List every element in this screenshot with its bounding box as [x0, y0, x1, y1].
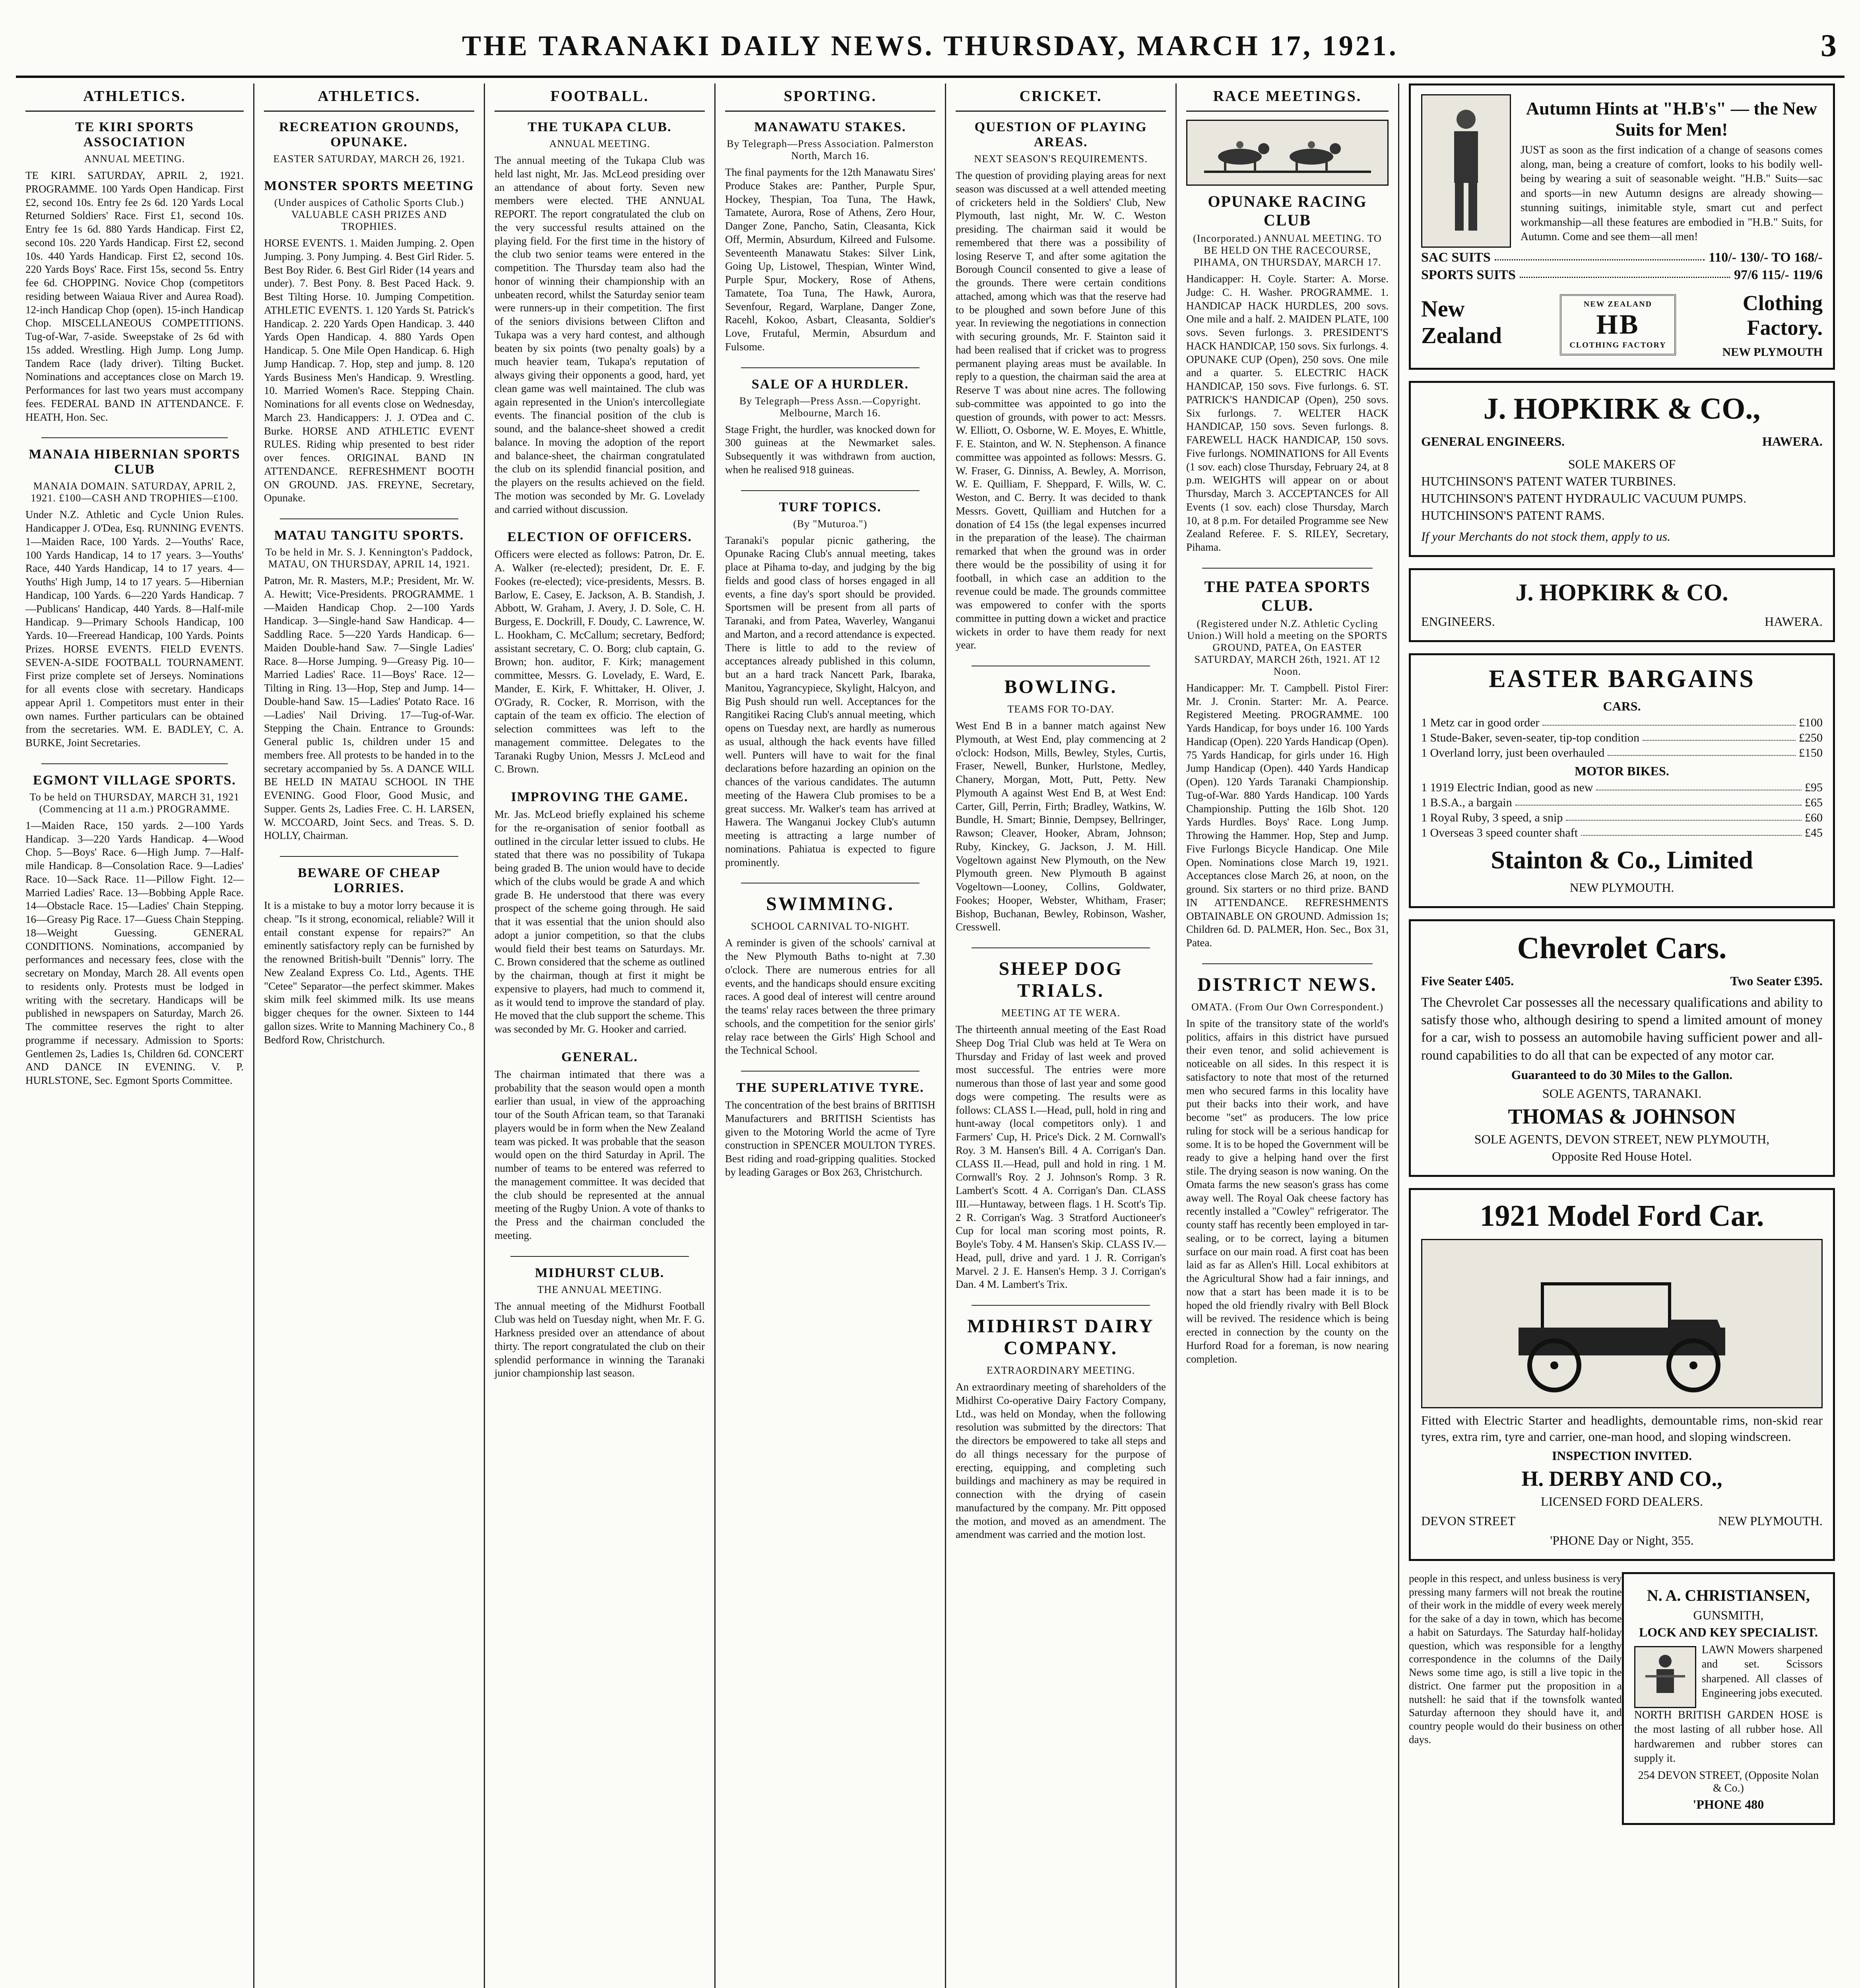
- chevrolet-agents: SOLE AGENTS, TARANAKI.: [1542, 1086, 1702, 1101]
- article-title: RECREATION GROUNDS, OPUNAKE.: [279, 120, 459, 149]
- hb-ad-text: JUST as soon as the first indication of a change of seasons comes along, man, being a creature of comfort, looks to his bodily well-being by wearing a suit of seasonable weight. "H.B." Suits—sac and sports—in new Autumn designs are already showing—stunning suitings, inimitable style, smart cut and perfect workmanship—all these features are embodied in "H.B." Suits, for Autumn. Come and see them—all men!: [1521, 144, 1823, 243]
- hopkirk-small-headline: J. HOPKIRK & CO.: [1515, 579, 1728, 606]
- article: [1186, 1001, 1389, 1366]
- ford-street: DEVON STREET: [1421, 1513, 1516, 1528]
- article: [725, 920, 935, 1057]
- chevrolet-firm: THOMAS & JOHNSON: [1508, 1104, 1736, 1128]
- hb-logo: [1560, 294, 1676, 355]
- article-body: The question of providing playing areas for next season was discussed at a well attended meeting of cricketers held in the Soldiers' Club, New Plymouth, last night, Mr. W. C. Weston presiding. The chairman said it would be remembered that there was a possibility of losing Reserve T, and after some agitation the Borough Council consented to give a lease of the grounds. There were certain conditions attached, among which was that the reserve had to be ploughed and sown before June of this year. In reviewing the negotiations in connection with securing grounds, Mr. F. Stainton said it had been realised that if cricket was to progress permanent playing areas must be available. In reply to a question, the chairman said the area at Reserve T was about nine acres. The following sub-committee was appointed to go into the question of grounds, with power to act: Messrs. W. Elliott, O. Osborne, W. E. Moyes, E. Whittle, F. E. Stainton, and W. N. Stephenson. A finance committee was appointed as follows: Messrs. G. W. Fraser, G. Dinniss, A. Bewley, A. Morrison, W. E. Quilliam, F. Sheppard, F. Wills, W. C. Weston, and C. Berry. It was decided to thank Messrs. Govett, Quilliam and Hutchen for a donation of £4 15s (the legal expenses incurred in the preparation of the lease). The chairman remarked that when the ground was in order there would be the possibility of using it for football, in which case an addition to the revenue could be made. The grounds committee was empowered to confer with the sports committee in putting down a wicket and practice wickets in order to have them ready for next year.: [956, 169, 1166, 651]
- article: [264, 179, 474, 505]
- article-title: TURF TOPICS.: [779, 499, 882, 514]
- ford-car-illustration: [1421, 1239, 1823, 1408]
- masthead-title: THE TARANAKI DAILY NEWS. THURSDAY, MARCH 17, 1921.: [462, 29, 1398, 62]
- article: [956, 120, 1166, 652]
- ford-dealer-firm: H. DERBY AND CO.,: [1521, 1466, 1722, 1491]
- article-subtitle: TEAMS FOR TO-DAY.: [1007, 703, 1114, 715]
- dot-leader: [1542, 716, 1796, 726]
- article-title: MIDHURST CLUB.: [535, 1265, 665, 1280]
- price-row: [1421, 250, 1823, 265]
- article-title: TE KIRI SPORTS ASSOCIATION: [75, 120, 194, 149]
- article-subtitle: ANNUAL MEETING.: [549, 138, 650, 149]
- article-subtitle: (Registered under N.Z. Athletic Cycling Union.) Will hold a meeting on the SPORTS GROUND, PATEA, On EASTER SATURDAY, MARCH 26th, 1921. AT 12 Noon.: [1187, 617, 1388, 677]
- hopkirk-small-left: ENGINEERS.: [1421, 614, 1495, 629]
- chevrolet-text: The Chevrolet Car possesses all the necessary qualifications and ability to satisfy those who, although desiring to spend a limited amount of money for a car, wish to possess an automobile having sufficient power and all-round capabilities to do all that can be expected of any motor car.: [1421, 995, 1823, 1063]
- ford-headline: 1921 Model Ford Car.: [1480, 1199, 1764, 1233]
- article-subtitle: MANAIA DOMAIN. SATURDAY, APRIL 2, 1921. £100—CASH AND TROPHIES—£100.: [31, 480, 239, 504]
- hb-ad-footer: [1421, 291, 1823, 359]
- ford-address: [1421, 1511, 1823, 1531]
- ford-phone: 'PHONE Day or Night, 355.: [1550, 1533, 1694, 1547]
- article-subtitle: SCHOOL CARNIVAL TO-NIGHT.: [751, 920, 910, 932]
- article-title: THE PATEA SPORTS CLUB.: [1204, 577, 1371, 614]
- gunsmith-figure-icon: [1641, 1651, 1689, 1703]
- article-body: An extraordinary meeting of shareholders of the Midhirst Co-operative Dairy Factory Company, Ltd., was held on Monday, when the following resolution was submitted by the directors: That the directors be empowered to take all steps and do all things necessary for the purpose of erecting, equipping, and completing such buildings and machinery as may be required in connection with the drying of casein manufactured by the company. Mr. Pitt opposed the motion, and moved as an amendment. The amendment was carried and the motion lost.: [956, 1381, 1166, 1541]
- article-title: OPUNAKE RACING CLUB: [1208, 192, 1367, 229]
- article: [725, 377, 935, 477]
- divider: [41, 437, 228, 438]
- bargain-price: £100: [1799, 716, 1823, 729]
- bargain-item: [1421, 731, 1823, 745]
- article-title: MANAWATU STAKES.: [754, 120, 906, 134]
- section-heading: MIDHIRST DAIRY COMPANY.: [967, 1316, 1154, 1359]
- article-body: The final payments for the 12th Manawatu Sires' Produce Stakes are: Panther, Purple Spur, Hockey, Thespian, Toa Tuna, The Hawk, Tamatete, Aurora, Rose of Athens, Zero Hour, Danger Zone, Pancho, Satin, Cleasanta, Kick Off, Mermin, Absurdum, Kilreed and Fulsome. Seventeenth Manawatu Stakes: Silver Link, Going Up, Listowel, Thespian, Winter Wind, Purple Spur, Mockery, Rose of Athens, Tamatete, Toa Tuna, The Hawk, Aurora, Sevenfour, Regard, Warplane, Danger Zone, Racehl, Kokoo, Asbart, Cleasanta, Soldier's Love, Frutaful, Mermin, Absurdum and Fulsome.: [725, 166, 935, 353]
- column-cricket: [946, 83, 1177, 1988]
- district-continuation: people in this respect, and unless business is very pressing many farmers will not break the routine of their work in the middle of every week merely for the sake of a day in town, which has become a habit on Saturdays. The Saturday half-holiday question, which was responsible for a lengthy correspondence in the columns of the Daily News some time ago, is still a live topic in the district. One farmer put the proposition in a nutshell: he said that if the townsfolk wanted Saturday afternoon they should have it, and country people would do their business on other days.: [1409, 1572, 1622, 1745]
- dot-leader: [1495, 250, 1705, 260]
- article: [495, 120, 705, 516]
- bargain-label: 1 Royal Ruby, 3 speed, a snip: [1421, 811, 1563, 824]
- column-race-meetings: [1177, 83, 1399, 1988]
- article-title: ELECTION OF OFFICERS.: [507, 530, 692, 545]
- article-body: The annual meeting of the Midhurst Football Club was held on Tuesday night, when Mr. F. G. Harkness presided over an attendance of about thirty. The report congratulated the club on their splendid performance in winning the Taranaki junior championship last season.: [495, 1300, 705, 1379]
- christiansen-text: LAWN Mowers sharpened and set. Scissors sharpened. All classes of Engineering jobs executed.: [1701, 1643, 1823, 1700]
- article-subtitle: To be held in Mr. S. J. Kennington's Paddock, MATAU, ON THURSDAY, APRIL 14, 1921.: [265, 546, 473, 570]
- article-subtitle: To be held on THURSDAY, MARCH 31, 1921 (Commencing at 11 a.m.) PROGRAMME.: [29, 791, 240, 815]
- article-body: In spite of the transitory state of the world's politics, affairs in this district have pursued their even tenor, and solid achievement is noticeable on all sides. In this respect it is satisfactory to note that most of the returned men who secured farms in this locality have put their backs into their work, and have become "set" as producers. The low price ruling for stock will be a serious handicap for some. It is to be hoped the Government will be ready to give a helping hand over the first stile. The drying season is now waning. On the Omata farms the new season's grass has come away well. The Royal Oak cheese factory has recently installed a "Cowley" refrigerator. The county staff has recently been employed in tar-sealing, or to be correct, laying a bitumen surface on our main road. A first coat has been laid as far as Allen's Hill. Local exhibitors at the Agricultural Show had a fair innings, and now that a start has been made it is to be hoped the old friendly rivalry with Bell Block will be revived. The residence which is being erected in connection by the county on the Hurford Road for a foreman, is now nearing completion.: [1186, 1017, 1389, 1365]
- chevrolet-address: SOLE AGENTS, DEVON STREET, NEW PLYMOUTH,: [1474, 1132, 1770, 1146]
- hb-brand-right-block: [1711, 291, 1823, 359]
- column-heading: CRICKET.: [956, 83, 1166, 112]
- hb-clothing-ad: [1409, 83, 1835, 370]
- hopkirk-engineers-ad: [1409, 381, 1835, 557]
- bargain-label: 1 Stude-Baker, seven-seater, tip-top condition: [1421, 731, 1640, 744]
- christiansen-address: 254 DEVON STREET, (Opposite Nolan & Co.): [1638, 1769, 1819, 1794]
- hb-logo-bottom-text: CLOTHING FACTORY: [1569, 341, 1666, 349]
- section-heading: SWIMMING.: [766, 893, 894, 915]
- bargain-label: 1 Overland lorry, just been overhauled: [1421, 746, 1605, 759]
- article: [25, 447, 244, 750]
- horse-racing-illustration: [1186, 120, 1389, 186]
- column-heading: FOOTBALL.: [495, 83, 705, 112]
- article-body: Patron, Mr. R. Masters, M.P.; President, Mr. W. A. Hewitt; Vice-Presidents. PROGRAMME. 1—Maiden Handicap Chop. 2—100 Yards Handicap. 3—Single-hand Saw Handicap. 4—Saddling Race. 5—220 Yards Handicap. 6—Maiden Double-hand Saw. 7—Single Ladies' Race. 8—Horse Jumping. 9—Greasy Pig. 10—Married Ladies' Race. 11—Boys' Race. 12—Tilting in Ring. 13—Hop, Step and Jump. 14—Double-hand Saw. 15—Ladies' Potato Race. 16—Ladies' Nail Driving. 17—Tug-of-War. Stepping the Chain. Entrance to Grounds: General public 1s, children under 15 and members free. All protests to be handed in to the secretary accompanied by 5s. A DANCE WILL BE HELD IN MATAU SCHOOL IN THE EVENING. Good Floor, Good Music, and Supper. Gents 2s, Ladies Free. C. H. LARSEN, W. MCCOARD, Joint Secs. and Treas. S. D. HOLLY, Chairman.: [264, 575, 474, 842]
- hopkirk-sub-right: HAWERA.: [1762, 434, 1823, 448]
- bargain-label: 1 B.S.A., a bargain: [1421, 796, 1512, 809]
- column-sporting: [716, 83, 946, 1988]
- article-subtitle: By Telegraph—Press Assn.—Copyright. Melbourne, March 16.: [739, 395, 921, 419]
- dot-leader: [1596, 781, 1802, 790]
- divider: [510, 1256, 689, 1257]
- column-advertisements: [1399, 83, 1844, 1988]
- article-body: Taranaki's popular picnic gathering, the Opunake Racing Club's annual meeting, takes place at Pihama to-day, and judging by the big fields and good class of horses engaged in all events, a fine day's sport should be provided. Sportsmen will be present from all parts of Taranaki, and from Patea, Waverley, Wanganui and Marton, and a record attendance is expected. There is little to add to the review of acceptances already published in this column, but an a hard track Nancett Park, Ibaraka, Manitou, Yagrancypiece, Skylight, Halcyon, and Big Push should run well. Acceptances for the Rangitikei Racing Club's annual meeting, which opens on Tuesday next, are hardly as numerous as usual, although the hack events have filled well. Punters will have to wait for the final declarations before hazarding an opinion on the chances of the various candidates. The autumn meeting of the Hawera Club promises to be a great success. Mr. Walker's team has arrived at Hawera. The Wanganui Jockey Club's autumn meeting is attracting a large number of nominations. Pahiatua is expected to figure prominently.: [725, 534, 935, 868]
- article-title: MATAU TANGITU SPORTS.: [274, 528, 464, 543]
- bargain-price: £150: [1799, 746, 1823, 759]
- dot-leader: [1515, 796, 1802, 806]
- easter-bargains-ad: [1409, 653, 1835, 908]
- chevrolet-headline: Chevrolet Cars.: [1517, 930, 1727, 965]
- article: [264, 866, 474, 1046]
- article: [725, 500, 935, 870]
- divider: [41, 763, 228, 764]
- article-subtitle: OMATA. (From Our Own Correspondent.): [1191, 1001, 1384, 1013]
- divider: [741, 1071, 919, 1072]
- divider: [741, 367, 919, 368]
- man-figure-illustration: [1421, 94, 1511, 248]
- article-title: IMPROVING THE GAME.: [511, 790, 689, 804]
- chevrolet-prices: [1421, 971, 1823, 991]
- article: [495, 530, 705, 776]
- divider: [280, 856, 458, 857]
- dot-leader: [1608, 746, 1796, 756]
- chevrolet-five-seater: Five Seater £405.: [1421, 974, 1514, 988]
- bargain-item: [1421, 716, 1823, 730]
- article-subtitle: (Under auspices of Catholic Sports Club.) VALUABLE CASH PRIZES AND TROPHIES.: [274, 197, 464, 232]
- article: [1186, 577, 1389, 950]
- article: [25, 773, 244, 1087]
- chevrolet-two-seater: Two Seater £395.: [1730, 974, 1823, 988]
- column-athletics-1: [16, 83, 254, 1988]
- hb-ad-headline: Autumn Hints at "H.B's" — the New Suits for Men!: [1526, 98, 1817, 140]
- hopkirk-makers: SOLE MAKERS OF: [1568, 457, 1676, 471]
- price-label: SPORTS SUITS: [1421, 268, 1516, 282]
- article-body: Handicapper: H. Coyle. Starter: A. Morse. Judge: C. H. Washer. PROGRAMME. 1. HANDICAP HACK HURDLES, 200 sovs. One mile and a half. 2. MAIDEN PLATE, 100 sovs. Seven furlongs. 3. PRESIDENT'S HACK HANDICAP, 150 sovs. Six furlongs. 4. OPUNAKE CUP (Open), 250 sovs. One mile and a quarter. 5. ELECTRIC HACK HANDICAP, 150 sovs. Five furlongs. 6. ST. PATRICK'S HANDICAP (Open), 250 sovs. Six furlongs. 7. WELTER HACK HANDICAP, 150 sovs. Seven furlongs. 8. FAREWELL HACK HANDICAP, 150 sovs. Five furlongs. NOMINATIONS for All Events (1 sov. each) close Thursday, February 24, at 8 p.m. WEIGHTS will appear on or about Thursday, March 3. ACCEPTANCES for All Events (1 sov. each) close Thursday, March 10, at 8 p.m. For detailed Programme see New Zealand Referee. F. S. RILEY, Secretary, Pihama.: [1186, 273, 1389, 553]
- christiansen-hose: NORTH BRITISH GARDEN HOSE is the most lasting of all rubber hose. All hardwaremen and rubber stores can supply it.: [1634, 1708, 1823, 1765]
- article: [495, 1266, 705, 1380]
- article-body: A reminder is given of the schools' carnival at the New Plymouth Baths to-night at 7.30 o'clock. There are numerous entries for all events, and the handicaps should ensure exciting races. A good deal of interest will centre around the teams' relay races between the three primary schools, and the competition for the senior girls' relay race between the Girls' High School and the Technical School.: [725, 937, 935, 1056]
- article-body: West End B in a banner match against New Plymouth, at West End, play commencing at 2 o'clock: Hodson, Mills, Bewley, Styles, Curtis, Fraser, Newell, Bunker, Hurlstone, Medley, Chanery, Morgan, Mott, Putt, Petty. New Plymouth A against West End B, at West End: Carter, Gill, Perrin, Firth; Bradley, Watkins, W. Bundle, H. Smart; Binnie, Dempsey, Bellringer, Rawson; Cleaver, Hooker, Abram, Johnson; Ruby, Kinckey, G. Jackson, J. M. Hill. Vogeltown against New Plymouth, on the New Plymouth green. New Plymouth B against Vogeltown—Looney, Collins, Goldwater, Fookes; Hooper, Webster, Whitham, Fraser; Bishop, Buchanan, Bewley, Robinson, Washer, Cresswell.: [956, 720, 1166, 933]
- article-title: EGMONT VILLAGE SPORTS.: [33, 773, 237, 788]
- article: [725, 120, 935, 354]
- bargain-price: £95: [1805, 781, 1823, 794]
- article-title: GENERAL.: [561, 1049, 638, 1064]
- dot-leader: [1581, 826, 1802, 836]
- hopkirk-small-right: HAWERA.: [1765, 614, 1823, 629]
- article-body: The annual meeting of the Tukapa Club was held last night, Mr. Jas. McLeod presiding over an attendance of about forty. Seven new members were elected. THE ANNUAL REPORT. The report congratulated the club on the very successful results attained on the playing field. For the first time in the history of the club two senior teams were entered in the competition. The Thursday team also had the honor of winning their championship with an unbeaten record, whilst the Saturday senior team were runners-up in their competition. The first of the seniors divisions between Clifton and Tukapa was a very hard contest, and although beaten by six points (two penalty goals) by a much heavier team, Tukapa's reputation of always giving their opponents a good, hard, yet clean game was well maintained. The club was again represented in the Union's intercollegiate events. The financial position of the club is sound, and the balance-sheet showed a credit balance. In moving the adoption of the report and balance-sheet, the chairman congratulated the club on its splendid financial position, and the players on the results achieved on the field. The motion was seconded by Mr. G. Lovelady and carried without discussion.: [495, 154, 705, 515]
- article-subtitle: (Incorporated.) ANNUAL MEETING. TO BE HELD ON THE RACECOURSE, PIHAMA, ON THURSDAY, MARCH 17.: [1193, 233, 1382, 268]
- article: [956, 1365, 1166, 1541]
- article: [25, 120, 244, 424]
- section-heading: DISTRICT NEWS.: [1197, 974, 1377, 995]
- hopkirk-headline: J. HOPKIRK & CO.,: [1483, 392, 1761, 425]
- page-number: 3: [1821, 28, 1837, 63]
- article-subtitle: NEXT SEASON'S REQUIREMENTS.: [974, 153, 1148, 165]
- bargain-item: [1421, 746, 1823, 760]
- price-value: 97/6 115/- 119/6: [1734, 268, 1823, 282]
- article-subtitle: ANNUAL MEETING.: [84, 153, 185, 165]
- bargain-item: [1421, 796, 1823, 810]
- dot-leader: [1520, 268, 1730, 278]
- divider: [280, 518, 458, 519]
- hb-ad-top: [1421, 94, 1823, 248]
- article-subtitle: MEETING AT TE WERA.: [1001, 1007, 1121, 1019]
- bikes-heading: MOTOR BIKES.: [1575, 764, 1669, 778]
- ford-car-icon: [1471, 1248, 1773, 1399]
- easter-headline: EASTER BARGAINS: [1489, 664, 1755, 693]
- dot-leader: [1566, 811, 1802, 821]
- article: [264, 120, 474, 165]
- hopkirk-product: HUTCHINSON'S PATENT WATER TURBINES.: [1421, 474, 1676, 488]
- horse-racing-icon: [1204, 127, 1371, 179]
- hb-town: NEW PLYMOUTH: [1722, 346, 1823, 359]
- bargain-item: [1421, 811, 1823, 825]
- christiansen-name: N. A. CHRISTIANSEN,: [1647, 1586, 1810, 1604]
- dot-leader: [1643, 731, 1796, 741]
- bargain-price: £60: [1805, 811, 1823, 824]
- ford-text: Fitted with Electric Starter and headlights, demountable rims, non-skid rear tyres, extra rim, tyre and carrier, one-man hood, and sloping windscreen.: [1421, 1413, 1823, 1444]
- column-football: [485, 83, 716, 1988]
- hb-logo-letters: HB: [1596, 309, 1640, 340]
- article-body: The chairman intimated that there was a probability that the season would open a month earlier than usual, in view of the approaching tour of the South African team, so that Taranaki players would be in form when the New Zealand team was picked. It was probable that the season would open on the third Saturday in April. The number of teams to be entered was referred to the management committee. It was decided that the club should be represented at the annual meeting of the Rugby Union. A vote of thanks to the Press and the chairman concluded the meeting.: [495, 1068, 705, 1241]
- bargain-label: 1 Overseas 3 speed counter shaft: [1421, 826, 1578, 839]
- divider: [1202, 568, 1373, 569]
- divider: [972, 1305, 1150, 1306]
- chevrolet-guarantee: Guaranteed to do 30 Miles to the Gallon.: [1511, 1067, 1733, 1082]
- hopkirk-product: HUTCHINSON'S PATENT HYDRAULIC VACUUM PUMPS.: [1421, 491, 1747, 505]
- bargain-label: 1 Metz car in good order: [1421, 716, 1540, 729]
- article: [956, 1007, 1166, 1291]
- column-athletics-2: [254, 83, 485, 1988]
- article: [495, 1050, 705, 1242]
- article: [1186, 192, 1389, 554]
- article-subtitle: EASTER SATURDAY, MARCH 26, 1921.: [273, 153, 465, 165]
- bargain-item: [1421, 781, 1823, 794]
- article-body: TE KIRI. SATURDAY, APRIL 2, 1921. PROGRAMME. 100 Yards Open Handicap. First £2, second 10s. Entry fee 2s 6d. 120 Yards Local Returned Soldiers' Race. First £1, second 10s. Entry fee 1s 6d. 880 Yards Handicap. First £2, second 10s. 220 Yards Handicap. First £2, second 10s. 440 Yards Handicap. First £2, second 10s. 220 Yards Boys' Race. First 15s, second 5s. Entry fee 6d. CHOPPING. Novice Chop (competitors residing between Waiaua River and Aurea Road). 12-inch Handicap Chop (open). 15-inch Handicap Chop. MISCELLANEOUS COMPETITIONS. Tug-of-War, 7-aside. Sweepstake of 2s 6d with 15s added. Wrestling. High Jump. Long Jump. Tandem Race (lady driver). Tilting Bucket. Nominations and acceptances close on March 19. Performances for last two years must accompany fees. FEDERAL BAND IN ATTENDANCE. F. HEATH, Hon. Sec.: [25, 169, 244, 423]
- hopkirk-small-subline: [1421, 612, 1823, 631]
- price-value: 110/- 130/- TO 168/-: [1709, 250, 1823, 265]
- chevrolet-address-note: Opposite Red House Hotel.: [1552, 1149, 1692, 1163]
- christiansen-trade: GUNSMITH,: [1693, 1607, 1764, 1622]
- divider: [741, 490, 919, 491]
- hopkirk-small-ad: [1409, 568, 1835, 642]
- article-title: THE SUPERLATIVE TYRE.: [736, 1080, 924, 1095]
- gunsmith-illustration: [1634, 1646, 1696, 1708]
- section-heading: SHEEP DOG TRIALS.: [999, 958, 1123, 1001]
- hopkirk-product: HUTCHINSON'S PATENT RAMS.: [1421, 508, 1605, 522]
- price-label: SAC SUITS: [1421, 250, 1491, 265]
- stainton-town: NEW PLYMOUTH.: [1569, 880, 1674, 895]
- hb-logo-top-text: NEW ZEALAND: [1583, 300, 1652, 309]
- article: [264, 528, 474, 843]
- article-body: Officers were elected as follows: Patron, Dr. E. A. Walker (re-elected); president, Dr. E. F. Fookes (re-elected); vice-presidents, Messrs. B. Barlow, E. Casey, E. Jackson, A. B. Standish, J. Abbott, W. Graham, J. Avery, J. D. Sole, C. H. Burgess, E. Dockrill, F. Doudy, C. Lawrence, W. L. Hookham, C. McCallum; secretary, Bedford; assistant secretary, C. O. Borg; club captain, G. Brown; hon. auditor, F. Kirk; management committee, Messrs. G. Lovelady, E. Ward, E. Mander, E. Kirk, F. Whittaker, H. Oliver, J. O'Grady, R. Cocker, R. Morrison, with the captain of the team ex officio. The election of selection committees was left to the management committee. Delegates to the Taranaki Rugby Union, Messrs J. McLeod and C. Brown.: [495, 548, 705, 775]
- article: [956, 703, 1166, 934]
- article-title: QUESTION OF PLAYING AREAS.: [974, 120, 1147, 149]
- chevrolet-ad: [1409, 919, 1835, 1177]
- article-title: MONSTER SPORTS MEETING: [264, 179, 474, 193]
- article-body: Under N.Z. Athletic and Cycle Union Rules. Handicapper J. O'Dea, Esq. RUNNING EVENTS. 1—Maiden Race, 100 Yards. 2—Youths' Race, 100 Yards Handicap, 14 to 17 years. 3—Youths' Race, 440 Yards Handicap, 14 to 17 years. 4—Youths' High Jump, 14 to 17 years. 5—Hibernian Handicap, 100 Yards. 6—220 Yards Handicap. 7—Publicans' Handicap, 440 Yards. 8—Half-mile Handicap. 9—Primary Schools Handicap, 100 Yards. 10—Freeread Handicap, 100 Yards. Points Prizes. HORSE EVENTS. FIELD EVENTS. SEVEN-A-SIDE FOOTBALL TOURNAMENT. First prize complete set of Jerseys. Nominations for all events close with secretary. Handicaps appear April 1. Competitors must enter in their own names. Further particulars can be obtained from the secretaries. WM. E. BADLEY, C. A. BURKE, Joint Secretaries.: [25, 509, 244, 749]
- hopkirk-sub-left: GENERAL ENGINEERS.: [1421, 434, 1565, 448]
- stainton-firm-name: Stainton & Co., Limited: [1491, 846, 1753, 874]
- bargain-price: £45: [1805, 826, 1823, 839]
- article-body: Handicapper: Mr. T. Campbell. Pistol Firer: Mr. J. Cronin. Starter: Mr. A. Pearce. Registered Meeting. PROGRAMME. 100 Yards Handicap, for boys under 16. 100 Yards Handicap (Open). 220 Yards Handicap (Open). 75 Yards Handicap, for girls under 16. High Jump Handicap (Open). 440 Yards Handicap (Open). 120 Yards Taranaki Championship. Tug-of-War. 880 Yards Handicap. 100 Yards Championship. Putting the 16lb Shot. 120 Yards Hurdles. Boys' Race. Long Jump. Throwing the Hammer. Hop, Step and Jump. Five Furlongs Bicycle Handicap. One Mile Open. Nominations close March 19, 1921. Acceptances close March 26, at noon, on the ground. Six starters or no third prize. BAND IN ATTENDANCE. REFRESHMENTS OBTAINABLE ON GROUND. Admission 1s; Children 6d. D. PALMER, Hon. Sec., Box 31, Patea.: [1186, 681, 1389, 949]
- article-body: The concentration of the best brains of BRITISH Manufacturers and BRITISH Scientists has given to the Motoring World the acme of Tyre construction in SPENCER MOULTON TYRES. Best riding and road-gripping qualities. Stocked by leading Garages or Box 263, Christchurch.: [725, 1099, 935, 1178]
- divider: [1202, 963, 1373, 964]
- article-body: The thirteenth annual meeting of the East Road Sheep Dog Trial Club was held at Te Wera on Thursday and Friday of last week and proved most successful. The entries were more numerous than those of last year and some good dogs were competing. The results were as follows: CLASS I.—Head, pull, hold in ring and hunt-away (local competitors only). 1 and Farmers' Cup, H. Price's Dick. 2 M. Cornwall's Roy. 3 M. Hansen's Bill. 4 A. Corrigan's Dan. CLASS II.—Head, pull and hold in ring. 1 M. Cornwall's Roy. 2 J. Johnson's Romp. 3 R. Lambert's Scott. 4 A. Corrigan's Dan. CLASS III.—Huntaway, between flags. 1 H. Scott's Tip. 2 R. Corrigan's Wag. 3 Stratford Auctioneer's Cup for local man scoring most points, R. Boyle's Toby. 4 M. Hansen's Skip. CLASS IV.—Head, pull, drive and yard. 1 J. R. Corrigan's Marvel. 2 J. E. Hansen's Hemp. 3 J. Corrigan's Dan. 4 M. Lambert's Trix.: [956, 1023, 1166, 1291]
- column-heading: ATHLETICS.: [25, 83, 244, 112]
- christiansen-gunsmith-ad: [1622, 1572, 1835, 1825]
- ford-dealers: LICENSED FORD DEALERS.: [1540, 1494, 1703, 1508]
- masthead: [16, 16, 1844, 78]
- article-subtitle: EXTRAORDINARY MEETING.: [986, 1365, 1135, 1376]
- bargain-price: £250: [1799, 731, 1823, 744]
- bargain-label: 1 1919 Electric Indian, good as new: [1421, 781, 1593, 794]
- cars-heading: CARS.: [1603, 699, 1641, 713]
- ford-inspection: INSPECTION INVITED.: [1552, 1448, 1692, 1463]
- hb-brand-right: Clothing Factory.: [1742, 291, 1823, 340]
- article-body: It is a mistake to buy a motor lorry because it is cheap. "Is it strong, economical, reliable? Will it entail constant expense for repairs?" An eminently satisfactory reply can be furnished by the renowned British-built "Dennis" lorry. The New Zealand Express Co. Ltd., Agents. THE "Cetee" Separator—the perfect skimmer. Makes skim milk feel skimmed milk. Its use means bigger cheques for the owner. Sixteen to 144 gallon sizes. Write to Manning Machinery Co., 8 Bedford Row, Christchurch.: [264, 899, 474, 1046]
- bargain-price: £65: [1805, 796, 1823, 809]
- divider: [972, 947, 1150, 948]
- hopkirk-footnote: If your Merchants do not stock them, apply to us.: [1421, 529, 1671, 544]
- article: [725, 1080, 935, 1179]
- article-subtitle: THE ANNUAL MEETING.: [537, 1283, 662, 1295]
- article-subtitle: (By "Muturoa."): [793, 518, 867, 530]
- hb-brand-left: New Zealand: [1421, 296, 1502, 348]
- man-in-suit-icon: [1434, 103, 1498, 239]
- article-body: HORSE EVENTS. 1. Maiden Jumping. 2. Open Jumping. 3. Pony Jumping. 4. Best Girl Rider. 5. Best Boy Rider. 6. Best Girl Rider (14 years and under). 7. Best Pony. 8. Best Paced Hack. 9. Best Tilting Horse. 10. Jumping Competition. ATHLETIC EVENTS. 1. 120 Yards St. Patrick's Handicap. 2. 220 Yards Open Handicap. 3. 440 Yards Open Handicap. 4. 880 Yards Open Handicap. 5. One Mile Open Handicap. 6. High Jump Handicap. 7. Hop, step and jump. 8. 120 Yards Business Men's Handicap. 9. Wrestling. 10. Married Women's Race. Stepping Chain. Nominations for all events close on Wednesday, March 23. Handicappers: J. J. O'Dea and C. Burke. HORSE AND ATHLETIC EVENT RULES. Riding whip presented to best rider over fences. ORIGINAL BAND IN ATTENDANCE. REFRESHMENT BOOTH ON GROUND. JAS. FREYNE, Secretary, Opunake.: [264, 237, 474, 504]
- article-subtitle: By Telegraph—Press Association. Palmerston North, March 16.: [727, 138, 934, 161]
- column-heading: ATHLETICS.: [264, 83, 474, 112]
- article-title: MANAIA HIBERNIAN SPORTS CLUB: [29, 447, 241, 477]
- bargain-item: [1421, 826, 1823, 840]
- article-title: SALE OF A HURDLER.: [751, 377, 909, 392]
- christiansen-phone: 'PHONE 480: [1693, 1797, 1764, 1811]
- hopkirk-subline: [1421, 432, 1823, 451]
- section-heading: BOWLING.: [1004, 676, 1117, 697]
- column-heading: RACE MEETINGS.: [1186, 83, 1389, 112]
- column-heading: SPORTING.: [725, 83, 935, 112]
- article-title: BEWARE OF CHEAP LORRIES.: [297, 866, 441, 895]
- ads-bottom-row: [1409, 1572, 1835, 1825]
- price-row: [1421, 268, 1823, 283]
- ford-car-ad: [1409, 1188, 1835, 1561]
- article-body: 1—Maiden Race, 150 yards. 2—100 Yards Handicap. 3—220 Yards Handicap. 4—Wood Chop. 5—Boys' Race. 6—High Jump. 7—Half-mile Handicap. 8—Consolation Race. 9—Ladies' Race. 10—Sack Race. 11—Pillow Fight. 12—Married Ladies' Race. 13—Bobbing Apple Race. 14—Obstacle Race. 15—Ladies' Chain Stepping. 16—Greasy Pig Race. 17—Guess Chain Stepping. 18—Weight Guessing. GENERAL CONDITIONS. Nominations, accompanied by performances and necessary fees, close with the secretary on Monday, March 28. All events open to residents only. Protests must be lodged in writing with the secretary. Handicaps will be published in newspapers on Saturday, March 26. The committee reserves the right to alter programme if necessary. Admission to Sports: Gentlemen 2s, Ladies 1s, Children 6d. CONCERT AND DANCE IN EVENING. V. P. HURLSTONE, Sec. Egmont Sports Committee.: [25, 819, 244, 1086]
- article-title: THE TUKAPA CLUB.: [528, 120, 672, 134]
- article-body: Mr. Jas. McLeod briefly explained his scheme for the re-organisation of senior football as outlined in the circular letter issued to clubs. He stated that there was no possibility of Tukapa being graded B. The union would have to decide which of the clubs would be grade A and which grade B. He understood that there was every prospect of the scheme going through. He said that it was essential that the union should also adopt a junior competition, so that the clubs would field their best teams on Saturdays. Mr. C. Brown considered that the scheme as outlined by the chairman, though at first it might be expensive to players, had much to commend it, as it would tend to improve the standard of play. He moved that the club support the scheme. This was seconded by Mr. G. Hooker and carried.: [495, 808, 705, 1035]
- article-body: Stage Fright, the hurdler, was knocked down for 300 guineas at the Newmarket sales. Subsequently it was withdrawn from auction, when he realised 918 guineas.: [725, 423, 935, 476]
- article: [495, 790, 705, 1036]
- ford-town: NEW PLYMOUTH.: [1718, 1513, 1823, 1528]
- christiansen-specialty: LOCK AND KEY SPECIALIST.: [1639, 1625, 1818, 1639]
